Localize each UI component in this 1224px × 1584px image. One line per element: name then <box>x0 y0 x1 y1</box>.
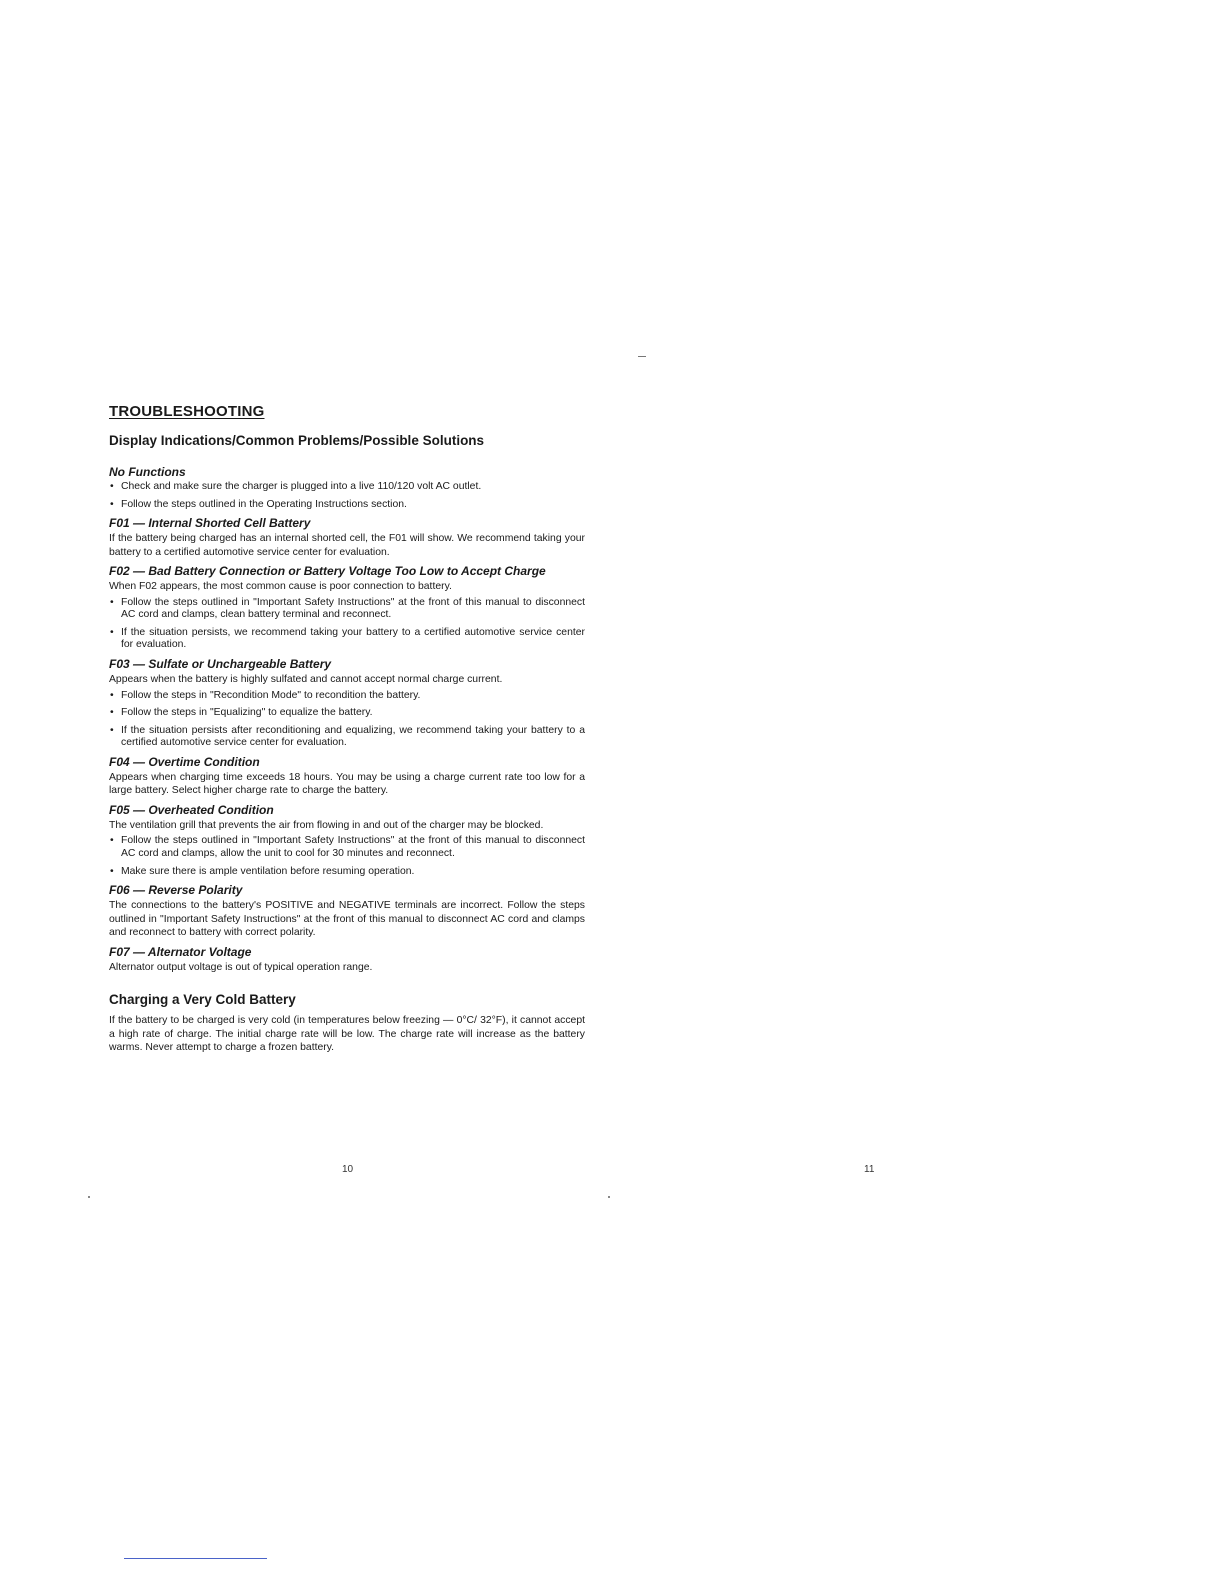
list-item: • Follow the steps outlined in "Important Safety Instructions" at the front of this manual to disconnect AC cord and clamps, allow the unit to cool for 30 minutes and reconnect. <box>109 835 585 860</box>
f07-text: Alternator output voltage is out of typical operation range. <box>109 961 373 973</box>
f06-text: The connections to the battery's POSITIVE and NEGATIVE terminals are incorrect. Follow the steps outlined in "Important Safety Instructions" at the front of this manual to disconnect AC cord and clamps and reconnect to battery with correct polarity. <box>109 900 585 939</box>
section-f02 <box>109 564 585 652</box>
f05-heading: F05 — Overheated Condition <box>109 802 274 817</box>
section-f05 <box>109 803 585 878</box>
scan-dot-mark <box>608 1196 610 1198</box>
f03-text: Appears when the battery is highly sulfated and cannot accept normal charge current. <box>109 674 503 686</box>
page-number-right: 11 <box>864 1164 875 1175</box>
page-number-left: 10 <box>342 1164 354 1175</box>
f04-heading: F04 — Overtime Condition <box>109 754 260 769</box>
list-item: • Follow the steps outlined in the Operating Instructions section. <box>109 499 585 512</box>
f04-text: Appears when charging time exceeds 18 hours. You may be using a charge current rate too low for a large battery. Select higher charge rate to charge the battery. <box>109 771 585 797</box>
cold-battery-heading: Charging a Very Cold Battery <box>109 992 296 1008</box>
list-item: • Follow the steps in "Recondition Mode" to recondition the battery. <box>109 690 585 703</box>
section-f01 <box>109 516 585 559</box>
no-functions-list <box>109 481 585 511</box>
page-title: TROUBLESHOOTING <box>109 403 265 420</box>
list-item: • Check and make sure the charger is plugged into a live 110/120 volt AC outlet. <box>109 481 585 494</box>
f07-heading: F07 — Alternator Voltage <box>109 944 252 959</box>
section-f06 <box>109 883 585 940</box>
section-subtitle: Display Indications/Common Problems/Possible Solutions <box>109 433 485 448</box>
f02-text: When F02 appears, the most common cause is poor connection to battery. <box>109 581 452 593</box>
f02-list <box>109 597 585 652</box>
section-f04 <box>109 755 585 798</box>
f01-text: If the battery being charged has an internal shorted cell, the F01 will show. We recommend taking your battery to a certified automotive service center for evaluation. <box>109 533 585 558</box>
f02-heading: F02 — Bad Battery Connection or Battery Voltage Too Low to Accept Charge <box>109 564 546 579</box>
scan-dash-mark <box>638 356 646 357</box>
bottom-link-underline <box>124 1558 267 1559</box>
scan-dot-mark <box>88 1196 90 1198</box>
list-item: • If the situation persists after reconditioning and equalizing, we recommend taking your battery to a certified automotive service center for evaluation. <box>109 725 585 750</box>
list-item: • Follow the steps outlined in "Important Safety Instructions" at the front of this manual to disconnect AC cord and clamps, clean battery terminal and reconnect. <box>109 597 585 622</box>
no-functions-heading: No Functions <box>109 465 186 479</box>
f01-heading: F01 — Internal Shorted Cell Battery <box>109 516 311 531</box>
section-cold-battery <box>109 992 585 1055</box>
page-content-left <box>109 403 585 1058</box>
f05-list <box>109 835 585 878</box>
f03-list <box>109 690 585 750</box>
cold-battery-text: If the battery to be charged is very cold (in temperatures below freezing — 0°C/ 32°F), it cannot accept a high rate of charge. The initial charge rate will be low. The charge rate will increase as the battery warms. Never attempt to charge a frozen battery. <box>109 1015 585 1054</box>
list-item: • Make sure there is ample ventilation before resuming operation. <box>109 866 585 879</box>
section-f03 <box>109 657 585 750</box>
list-item: • Follow the steps in "Equalizing" to equalize the battery. <box>109 707 585 720</box>
section-f07 <box>109 945 585 975</box>
section-no-functions <box>109 465 585 511</box>
f05-text: The ventilation grill that prevents the air from flowing in and out of the charger may be blocked. <box>109 819 544 831</box>
list-item: • If the situation persists, we recommend taking your battery to a certified automotive service center for evaluation. <box>109 627 585 652</box>
f03-heading: F03 — Sulfate or Unchargeable Battery <box>109 657 332 672</box>
f06-heading: F06 — Reverse Polarity <box>109 883 243 898</box>
